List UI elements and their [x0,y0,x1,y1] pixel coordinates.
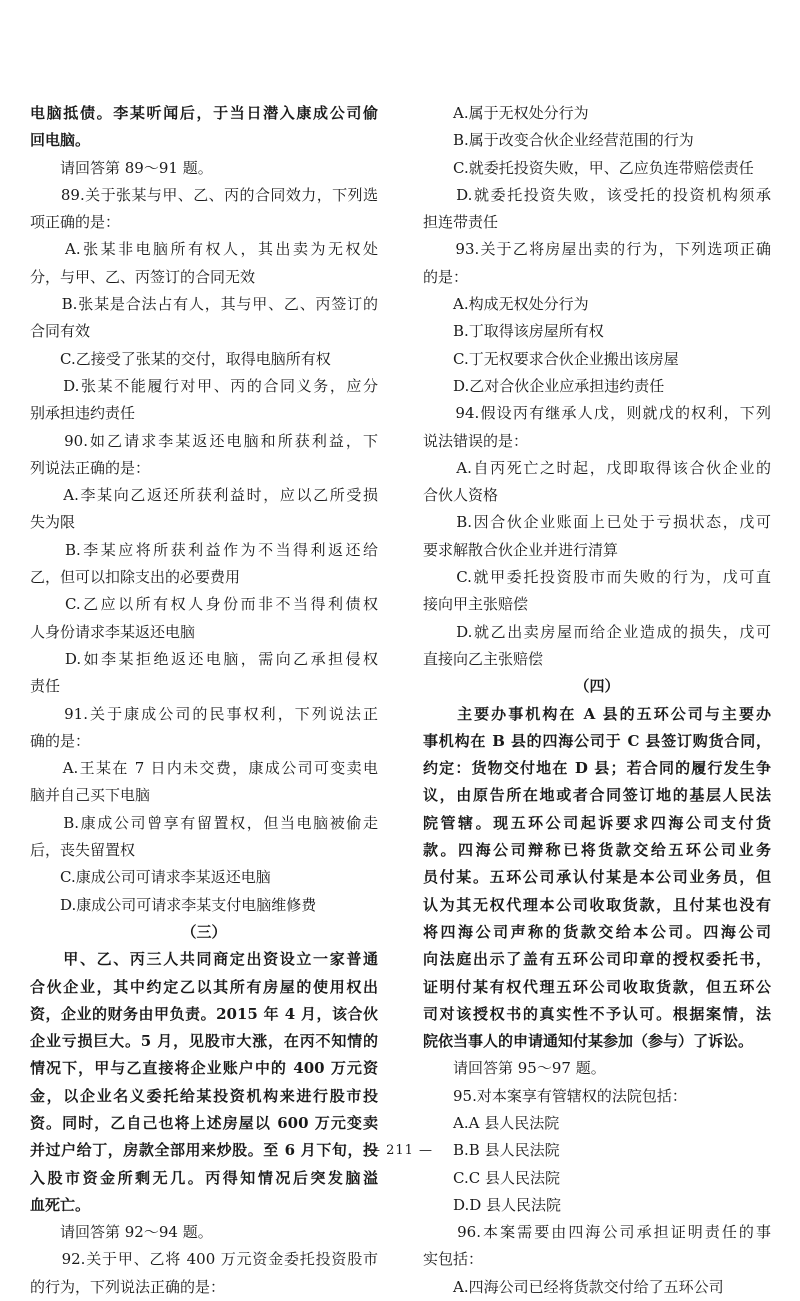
text-line: A.李某向乙返还所获利益时，应以乙所受损 [30,486,378,505]
text-line: 合伙企业，其中约定乙以其所有房屋的使用权出 [30,977,378,996]
text-line: A.属于无权处分行为 [423,104,589,122]
text-line: B.属于改变合伙企业经营范围的行为 [423,131,694,150]
text-line: 的行为，下列说法正确的是： [30,1277,226,1296]
text-line: 金，以企业名义委托给某投资机构来进行股市投 [30,1086,378,1105]
text-line: 失为限 [30,513,76,532]
text-line: D.康成公司可请求李某支付电脑维修费 [30,895,317,914]
text-line: A.四海公司已经将货款交付给了五环公司 [423,1277,724,1296]
text-line: A.自丙死亡之时起，戊即取得该合伙企业的 [423,458,771,477]
left-column [30,100,378,1301]
text-line: 资，企业的财务由甲负责。2015 年 4 月，该合伙 [30,1004,378,1023]
text-line: 向法庭出示了盖有五环公司印章的授权委托书， [423,950,771,969]
text-line: A.张某非电脑所有权人，其出卖为无权处 [30,240,378,259]
right-column [423,100,771,1301]
text-line: 回电脑。 [30,131,91,150]
text-line: 血死亡。 [30,1195,91,1214]
text-line: 电脑抵债。李某听闻后，于当日潜入康成公司偷 [30,104,378,122]
section-heading: （四） [574,677,620,696]
text-line: 91.关于康成公司的民事权利，下列说法正 [30,704,378,723]
text-line: 合同有效 [30,322,91,341]
text-line: 认为其无权代理本公司收取货款，且付某也没有 [423,895,771,914]
text-line: A.A 县人民法院 [423,1113,560,1132]
text-line: 分，与甲、乙、丙签订的合同无效 [30,267,256,286]
text-line: C.C 县人民法院 [423,1168,560,1187]
text-line: D.就乙出卖房屋而给企业造成的损失，戊可 [423,622,771,641]
text-line: 责任 [30,677,61,696]
text-line: 证明付某有权代理五环公司收取货款，但五环公 [423,977,771,996]
text-line: C.就委托投资失败，甲、乙应负连带赔偿责任 [423,158,754,177]
text-line: B.B 县人民法院 [423,1141,560,1160]
text-line: 院依当事人的申请通知付某参加（参与）了诉讼。 [423,1032,754,1051]
text-line: 列说法正确的是： [30,458,151,477]
text-line: 企业亏损巨大。5 月，见股市大涨，在丙不知情的 [30,1032,378,1051]
text-line: 脑并自己买下电脑 [30,786,151,805]
text-line: 要求解散合伙企业并进行清算 [423,540,619,559]
text-line: C.乙应以所有权人身份而非不当得利债权 [30,595,378,614]
text-line: B.因合伙企业账面上已处于亏损状态，戊可 [423,513,771,532]
text-line: 人身份请求李某返还电脑 [30,622,196,641]
text-line: 89.关于张某与甲、乙、丙的合同效力，下列选 [30,185,378,204]
text-line: 94.假设丙有继承人戊，则就戊的权利，下列 [423,404,771,423]
text-line: B.张某是合法占有人，其与甲、乙、丙签订的 [30,295,378,314]
text-line: 后，丧失留置权 [30,841,136,860]
text-line: 司对该授权书的真实性不予认可。根据案情，法 [423,1004,771,1023]
text-line: B.李某应将所获利益作为不当得利返还给 [30,540,378,559]
text-line: 院管辖。现五环公司起诉要求四海公司支付货 [423,813,771,832]
text-line: 主要办事机构在 A 县的五环公司与主要办 [423,704,771,723]
text-line: C.乙接受了张某的交付，取得电脑所有权 [30,349,331,368]
text-line: 说法错误的是： [423,431,529,450]
text-line: D.乙对合伙企业应承担违约责任 [423,376,665,395]
text-line: 并过户给丁，房款全部用来炒股。至 6 月下旬，投 [30,1141,378,1160]
text-line: 款。四海公司辩称已将货款交给五环公司业务 [423,841,771,860]
text-line: 员付某。五环公司承认付某是本公司业务员，但 [423,868,771,887]
text-line: 入股市资金所剩无几。丙得知情况后突发脑溢 [30,1168,378,1187]
text-line: B.丁取得该房屋所有权 [423,322,604,341]
text-line: 甲、乙、丙三人共同商定出资设立一家普通 [30,950,378,969]
text-line: A.构成无权处分行为 [423,295,589,314]
text-line: C.就甲委托投资股市而失败的行为，戊可直 [423,568,771,587]
text-line: C.康成公司可请求李某返还电脑 [30,868,271,887]
text-line: D.D 县人民法院 [423,1195,562,1214]
text-line: 实包括： [423,1250,484,1269]
text-line: B.康成公司曾享有留置权，但当电脑被偷走 [30,813,378,832]
text-line: D.如李某拒绝返还电脑，需向乙承担侵权 [30,649,378,668]
text-line: 93.关于乙将房屋出卖的行为，下列选项正确 [423,240,771,259]
text-line: 请回答第 92～94 题。 [30,1223,213,1242]
text-line: 项正确的是： [30,213,121,232]
text-line: D.张某不能履行对甲、丙的合同义务，应分 [30,376,378,395]
text-line: 请回答第 95～97 题。 [423,1059,606,1078]
text-line: 请回答第 89～91 题。 [30,158,213,177]
text-line: D.就委托投资失败，该受托的投资机构须承 [423,185,771,204]
text-line: 别承担违约责任 [30,404,136,423]
text-line: 95.对本案享有管辖权的法院包括： [423,1086,687,1105]
text-line: 92.关于甲、乙将 400 万元资金委托投资股市 [30,1250,378,1269]
text-line: 96.本案需要由四海公司承担证明责任的事 [423,1223,771,1242]
text-line: C.丁无权要求合伙企业搬出该房屋 [423,349,679,368]
text-line: 将四海公司声称的货款交给本公司。四海公司 [423,922,771,941]
page-number: — 211 — [366,1143,434,1158]
section-heading: （三） [181,922,227,941]
text-line: 的是： [423,267,469,286]
text-line: 事机构在 B 县的四海公司于 C 县签订购货合同， [423,731,771,750]
text-line: 90.如乙请求李某返还电脑和所获利益，下 [30,431,378,450]
text-line: 担连带责任 [423,213,499,232]
text-line: 直接向乙主张赔偿 [423,649,544,668]
text-line: 议，由原告所在地或者合同签订地的基层人民法 [423,786,771,805]
text-line: 接向甲主张赔偿 [423,595,529,614]
text-line: 合伙人资格 [423,486,499,505]
text-line: 情况下，甲与乙直接将企业账户中的 400 万元资 [30,1059,378,1078]
text-line: 确的是： [30,731,91,750]
text-line: A.王某在 7 日内未交费，康成公司可变卖电 [30,759,378,778]
text-line: 乙，但可以扣除支出的必要费用 [30,568,241,587]
text-line: 资。同时，乙自己也将上述房屋以 600 万元变卖 [30,1113,378,1132]
text-line: 约定：货物交付地在 D 县；若合同的履行发生争 [423,759,771,778]
